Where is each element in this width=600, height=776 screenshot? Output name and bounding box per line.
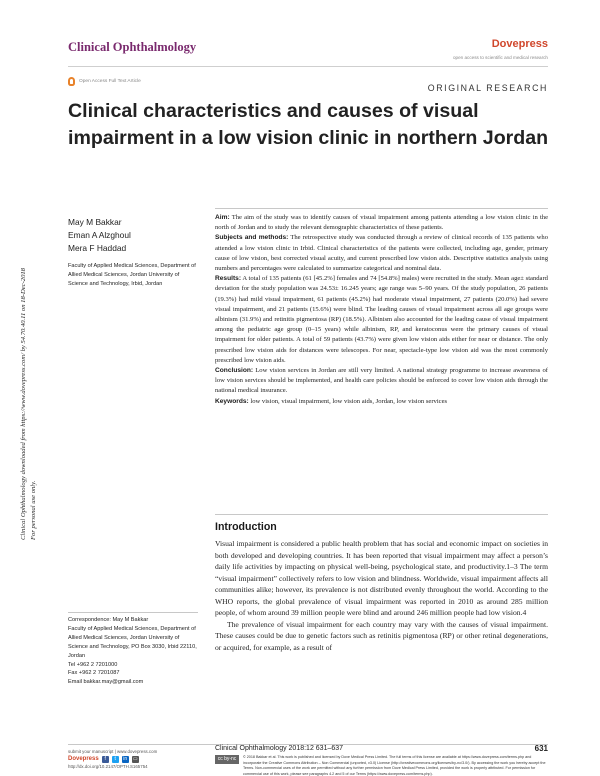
abstract-methods-label: Subjects and methods: xyxy=(215,234,289,242)
open-access-label xyxy=(68,77,141,86)
correspondence-email[interactable]: Email bakkar.may@gmail.com xyxy=(68,679,144,686)
author-name: May M Bakkar xyxy=(68,217,122,227)
author-name: Mera F Haddad xyxy=(68,243,127,253)
journal-citation: Clinical Ophthalmology 2018:12 631–637 xyxy=(215,745,344,752)
correspondence-block xyxy=(68,616,198,687)
introduction-paragraph: The prevalence of visual impairment for each country may vary with the causes of visual impairment. These causes could be due to genetic factors such as retinitis pigmentosa (RP) or other retinal degenerations, or acquired, for example, as a result of xyxy=(215,619,548,652)
submit-manuscript-link[interactable]: submit your manuscript | www.dovepress.com xyxy=(68,749,158,754)
article-type: ORIGINAL RESEARCH xyxy=(427,83,548,93)
author-affiliation: Faculty of Applied Medical Sciences, Department of Allied Medical Sciences, Jordan University of Science and Technology, Irbid, Jordan xyxy=(68,263,196,287)
abstract-top-divider xyxy=(215,208,548,209)
social-links xyxy=(68,756,198,763)
open-access-text: Open Access Full Text Article xyxy=(79,79,141,84)
correspondence-tel: Tel +962 2 7201000 xyxy=(68,661,118,668)
correspondence-address: Faculty of Applied Medical Sciences, Department of Allied Medical Sciences, Jordan University of Science and Technology, PO Box 3030, Irbid 22110, Jordan xyxy=(68,625,197,659)
abstract-results xyxy=(215,274,548,366)
correspondence-author: Correspondence: May M Bakkar xyxy=(68,617,149,623)
abstract-aim-label: Aim: xyxy=(215,214,230,221)
abstract-keywords-text: low vision, visual impairment, low vision aids, Jordan, low vision services xyxy=(250,397,448,405)
license-text: © 2018 Bakkar et al. This work is published and licensed by Dove Medical Press Limited. The full terms of this license are available at https://www.dovepress.com/terms.php and incorporate the Creative Commons Attribution – Non Commercial (unported, v3.0) License (http://creativecommons.org/licenses/by-nc/3.0/). By accessing the work you hereby accept the Terms. Non-commercial uses of the work are permitted without any further permission from Dove Medical Press Limited, provided the work is properly attributed. For permission for commercial use of this work, please see paragraphs 4.2 and 5 of our Terms (https://www.dovepress.com/terms.php). xyxy=(243,755,546,776)
abstract-aim-text: The aim of the study was to identify causes of visual impairment among patients attending a low vision clinic in the north of Jordan and to study the relevant demographic characteristics of these patients. xyxy=(215,214,548,232)
creative-commons-icon[interactable]: cc by-nc xyxy=(215,755,239,764)
abstract-conclusion-text: Low vision services in Jordan are still very limited. A national strategy programme to increase awareness of low vision services should be implemented, and health care policies should be enforced to cover low vision aids through the national medical insurance. xyxy=(215,367,548,395)
correspondence-fax: Fax +962 2 7201087 xyxy=(68,670,120,677)
page-number: 631 xyxy=(534,744,548,753)
watermark-line-2: For personal use only. xyxy=(30,480,37,540)
author-list xyxy=(68,216,131,255)
header-divider xyxy=(68,66,548,67)
abstract-keywords-label: Keywords: xyxy=(215,397,249,405)
introduction-heading: Introduction xyxy=(215,521,277,533)
abstract-methods-text: The retrospective study was conducted through a review of clinical records of 135 patients who attended a low vision clinic in Irbid. Clinical characteristics of the patients were collected, including age, gender, primary cause of low vision, best corrected visual acuity, and current prescribed low vision aids. Descriptive statistics analysis using numbers and percentages were calculated to summarize categorical and nominal data. xyxy=(215,234,549,273)
publisher-tagline: open access to scientific and medical research xyxy=(453,55,548,60)
footer-submission xyxy=(68,748,198,770)
comment-icon[interactable]: ▭ xyxy=(132,756,138,762)
publisher-logo: Dovepress xyxy=(491,38,548,50)
abstract-conclusion-label: Conclusion: xyxy=(215,367,254,375)
abstract-keywords xyxy=(215,397,548,407)
abstract-conclusion xyxy=(215,366,548,397)
license-block xyxy=(215,755,548,776)
journal-name: Clinical Ophthalmology xyxy=(68,40,197,54)
open-access-lock-icon xyxy=(68,77,75,86)
doi-link[interactable]: http://dx.doi.org/10.2147/OPTH.S165754 xyxy=(68,764,148,769)
author-name: Eman A Alzghoul xyxy=(68,230,131,240)
abstract-bottom-divider xyxy=(215,514,548,515)
linkedin-icon[interactable]: in xyxy=(123,756,128,762)
twitter-icon[interactable]: t xyxy=(112,756,119,763)
abstract xyxy=(215,213,548,407)
abstract-results-text: A total of 135 patients (61 [45.2%] females and 74 [54.8%] males) were recruited in the study. Mean age± standard deviation for the study population was 24.53± 16.245 years; age range was 5–90 years. Of the study population, 26 patients (19.3%) had mild visual impairment, 61 patients (45.2%) had moderate visual impairment, 27 patients (20.0%) had severe visual impairment, and 21 patients (15.6%) were blind. The leading causes of visual impairment across all age groups were albinism (31.9%) and retinitis pigmentosa (RP) (18.5%). Albinism also accounted for the leading cause of visual impairment among the pediatric age group (0–15 years) while albinism, RP, and keratoconus were the primary causes of visual impairment for older patients. A total of 59 patients (43.7%) were given low vision aids either for near or distance. The only prescribed low vision aids for distances were telescopes. For near, spectacle-type low vision aid was the most commonly prescribed low vision aids. xyxy=(215,275,548,364)
abstract-methods xyxy=(215,233,548,274)
abstract-aim xyxy=(215,213,548,233)
abstract-results-label: Results: xyxy=(215,275,242,283)
introduction-body xyxy=(215,538,548,653)
correspondence-divider xyxy=(68,612,198,613)
dovepress-logo: Dovepress xyxy=(68,756,99,762)
download-watermark xyxy=(12,160,46,540)
article-title: Clinical characteristics and causes of visual impairment in a low vision clinic in northern Jordan xyxy=(68,100,549,149)
facebook-icon[interactable]: f xyxy=(102,756,109,763)
introduction-paragraph: Visual impairment is considered a public health problem that has social and economic impact on societies in both developed and developing countries. It has been reported that visual impairment may affect a person’s daily life activities by impacting on physical well-being, psychological state, and productivity.1–3 The term “visual impairment” collectively refers to low vision and blindness. Worldwide, visual impairment affects all communities alike; however, its prevalence is not distributed evenly throughout the world. According to the WHO reports, the global prevalence of visual impairment was reported in 2010 as around 285 million people, of whom around 39 million people were blind and around 246 million people had low vision.4 xyxy=(215,539,548,617)
watermark-line-1: Clinical Ophthalmology downloaded from https://www.dovepress.com/ by 54.70.40.11 on 18-Dec-2018 xyxy=(20,268,27,540)
